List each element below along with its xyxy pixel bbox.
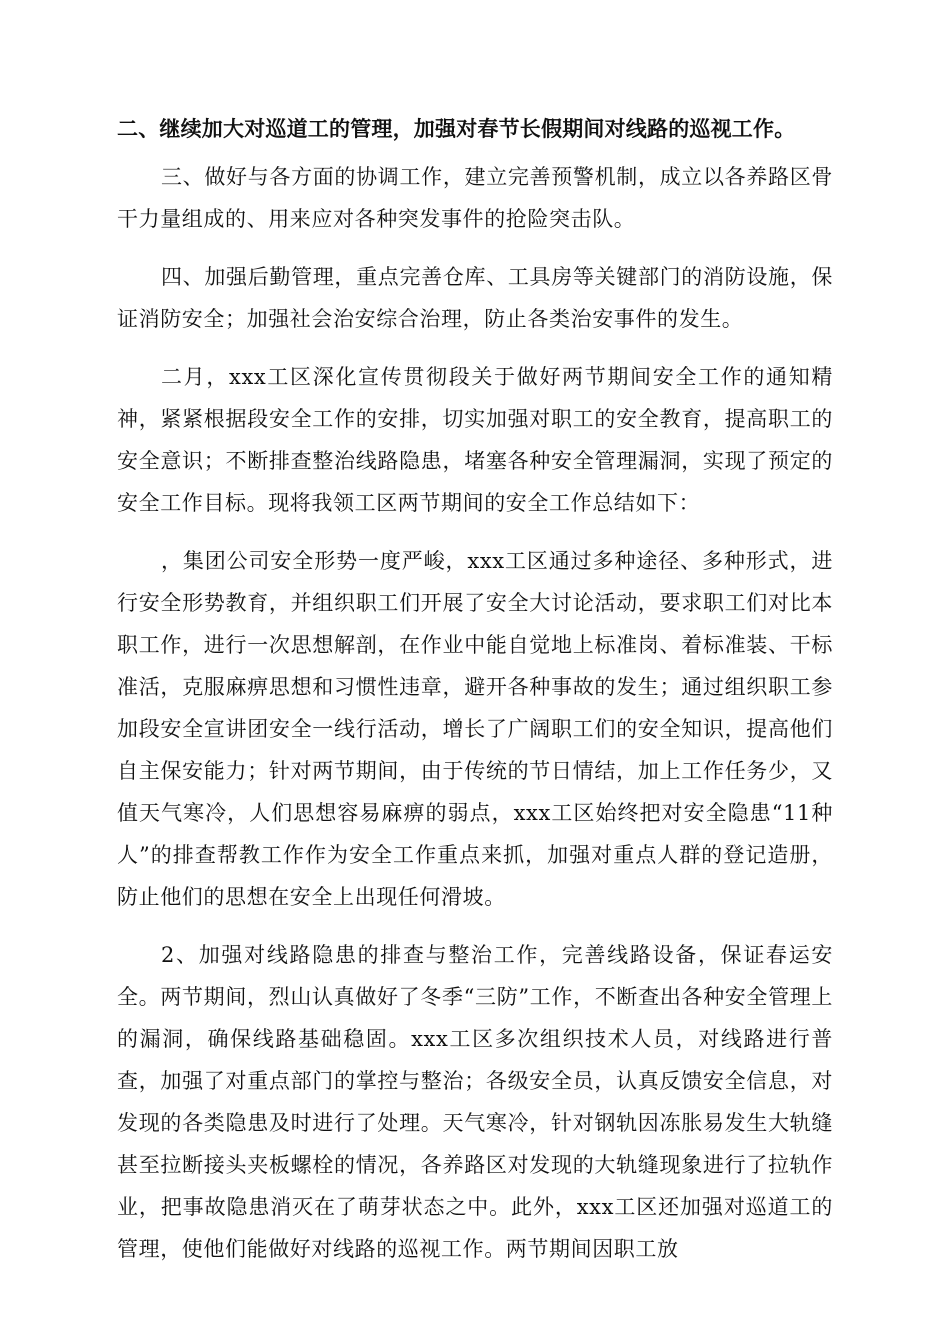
paragraph-february-summary: 二月，xxx工区深化宣传贯彻段关于做好两节期间安全工作的通知精神，紧紧根据段安全工作的安排，切实加强对职工的安全教育，提高职工的安全意识；不断排查整治线路隐患，堵塞各种安全管理漏洞，实现了预定的安全工作目标。现将我领工区两节期间的安全工作总结如下： bbox=[117, 365, 833, 515]
section-heading: 二、继续加大对巡道工的管理，加强对春节长假期间对线路的巡视工作。 bbox=[117, 117, 796, 141]
paragraph-hazard-inspection: 2、加强对线路隐患的排查与整治工作，完善线路设备，保证春运安全。两节期间，烈山认真做好了冬季“三防”工作，不断查出各种安全管理上的漏洞，确保线路基础稳固。xxx工区多次组织技术人员，对线路进行普查，加强了对重点部门的掌控与整治；各级安全员，认真反馈安全信息，对发现的各类隐患及时进行了处理。天气寒冷，针对钢轨因冻胀易发生大轨缝甚至拉断接头夹板螺栓的情况，各养路区对发现的大轨缝现象进行了拉轨作业，把事故隐患消灭在了萌芽状态之中。此外，xxx工区还加强对巡道工的管理，使他们能做好对线路的巡视工作。两节期间因职工放 bbox=[117, 943, 833, 1261]
paragraph-logistics: 四、加强后勤管理，重点完善仓库、工具房等关键部门的消防设施，保证消防安全；加强社会治安综合治理，防止各类治安事件的发生。 bbox=[117, 265, 833, 331]
paragraph-coordination: 三、做好与各方面的协调工作，建立完善预警机制，成立以各养路区骨干力量组成的、用来应对各种突发事件的抢险突击队。 bbox=[117, 165, 833, 231]
paragraph-safety-education: ，集团公司安全形势一度严峻，xxx工区通过多种途径、多种形式，进行安全形势教育，并组织职工们开展了安全大讨论活动，要求职工们对比本职工作，进行一次思想解剖，在作业中能自觉地上标准岗、着标准装、干标准活，克服麻痹思想和习惯性违章，避开各种事故的发生；通过组织职工参加段安全宣讲团安全一线行活动，增长了广阔职工们的安全知识，提高他们自主保安能力；针对两节期间，由于传统的节日情结，加上工作任务少，又值天气寒冷，人们思想容易麻痹的弱点，xxx工区始终把对安全隐患“11种人”的排查帮教工作作为安全工作重点来抓，加强对重点人群的登记造册，防止他们的思想在安全上出现任何滑坡。 bbox=[117, 549, 833, 909]
document-body bbox=[117, 108, 833, 1286]
